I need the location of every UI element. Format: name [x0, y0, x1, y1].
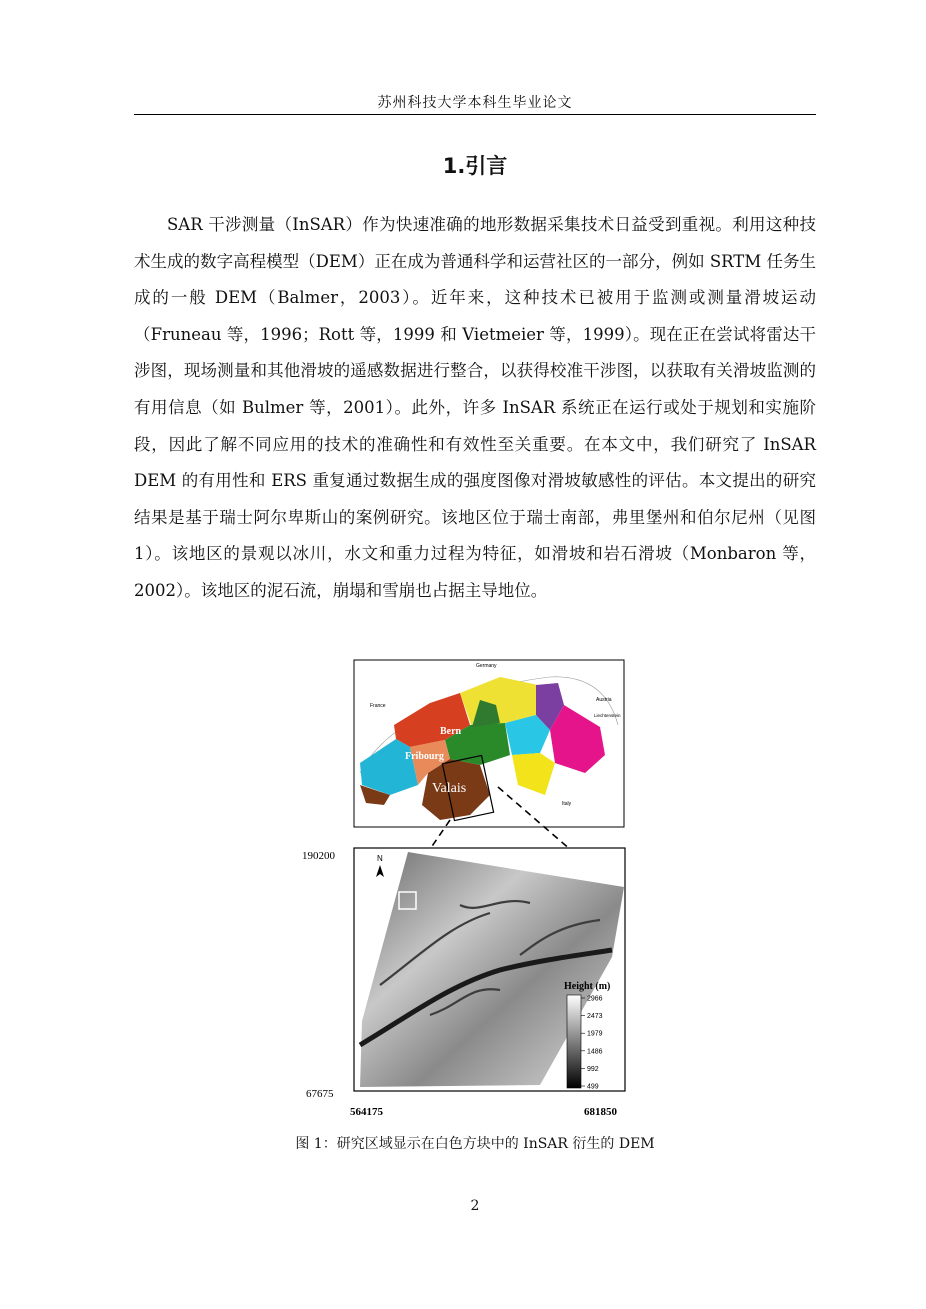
legend-tick-label: 2966: [587, 995, 603, 1003]
legend-colorbar: [567, 995, 581, 1088]
legend-tick-label: 499: [587, 1083, 599, 1091]
legend-tick-label: 992: [587, 1065, 599, 1073]
label-france: France: [370, 703, 386, 709]
figure-caption: 图 1：研究区域显示在白色方块中的 InSAR 衍生的 DEM: [295, 1136, 655, 1152]
legend-tick-label: 1486: [587, 1048, 603, 1056]
legend-tick-label: 2473: [587, 1013, 603, 1021]
label-valais: Valais: [432, 781, 467, 796]
switzerland-map: [354, 660, 624, 827]
coord-y-bottom: 67675: [306, 1088, 334, 1100]
legend-title: Height (m): [564, 981, 611, 992]
label-italy: Italy: [562, 801, 572, 807]
north-label: N: [377, 854, 383, 863]
coord-x-right: 681850: [584, 1106, 617, 1118]
body-paragraph: SAR 干涉测量（InSAR）作为快速准确的地形数据采集技术日益受到重视。利用这种技术生成的数字高程模型（DEM）正在成为普通科学和运营社区的一部分，例如 SRTM 任务生成的一般 DEM（Balmer，2003）。近年来，这种技术已被用于监测或测量滑坡运动（Fruneau 等，1996；Rott 等，1999 和 Vietmeier 等，1999）。现在正在尝试将雷达干涉图，现场测量和其他滑坡的遥感数据进行整合，以获得校准干涉图，以获取有关滑坡监测的有用信息（如 Bulmer 等，2001）。此外，许多 InSAR 系统正在运行或处于规划和实施阶段，因此了解不同应用的技术的准确性和有效性至关重要。在本文中，我们研究了 InSAR DEM 的有用性和 ERS 重复通过数据生成的强度图像对滑坡敏感性的评估。本文提出的研究结果是基于瑞士阿尔卑斯山的案例研究。该地区位于瑞士南部，弗里堡州和伯尔尼州（见图 1）。该地区的景观以冰川，水文和重力过程为特征，如滑坡和岩石滑坡（Monbaron 等，2002）。该地区的泥石流，崩塌和雪崩也占据主导地位。: [134, 215, 816, 600]
page-number: 2: [470, 1198, 480, 1214]
label-fribourg: Fribourg: [405, 751, 444, 762]
header-rule: [134, 114, 816, 115]
label-germany: Germany: [476, 663, 497, 669]
label-bern: Bern: [440, 726, 462, 737]
label-austria: Austria: [596, 697, 612, 703]
label-liechtenstein: Liechtenstein: [594, 713, 621, 718]
running-header: 苏州科技大学本科生毕业论文: [377, 95, 573, 111]
figure-graphic: [300, 655, 640, 1125]
legend-tick-label: 1979: [587, 1030, 603, 1038]
coord-x-left: 564175: [350, 1106, 383, 1118]
coord-y-top: 190200: [302, 850, 335, 862]
dem-panel: [302, 848, 625, 1118]
section-title: 1.引言: [442, 154, 508, 178]
figure-1: [300, 655, 640, 1125]
